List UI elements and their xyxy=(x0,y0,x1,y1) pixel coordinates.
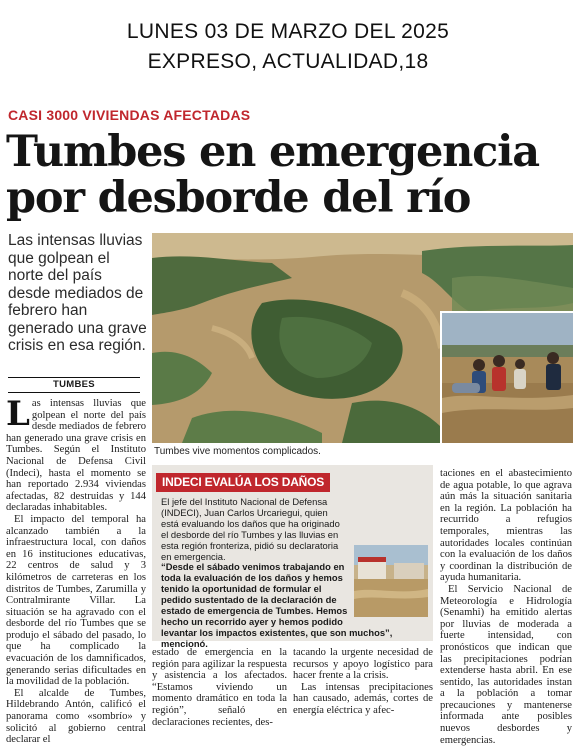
date-line: LUNES 03 DE MARZO DEL 2025 xyxy=(126,20,450,43)
headline-line-1: Tumbes en emergencia xyxy=(6,127,539,177)
body-column-4 xyxy=(440,468,572,746)
dek: Las intensas lluvias que golpean el norte del país desde mediados de febrero han generado una grave crisis en esa región. xyxy=(8,232,147,354)
headline-line-2: por desborde del río xyxy=(6,173,471,223)
dropcap: L xyxy=(6,394,30,434)
section-rule-top xyxy=(8,377,140,378)
sidebar-box-title: INDECI EVALÚA LOS DAÑOS xyxy=(156,473,330,492)
paragraph: El Servicio Nacional de Meteorología e Hidrología (Senamhi) ha emitido alertas por lluvias de moderada a fuerte intensidad, con pronósticos que indican que las precipitaciones podrían extenderse hasta abril. En ese sentido, las autoridades instan a la población a tomar precauciones y mantenerse informada ante posibles nuevos desbordes y emergencias. xyxy=(440,583,572,746)
sidebar-box-text xyxy=(161,496,428,649)
photo-caption: Tumbes vive momentos complicados. xyxy=(154,446,321,457)
paragraph: tacando la urgente necesidad de recursos y apoyo logístico para hacer frente a la crisis. xyxy=(293,647,433,682)
section-label: TUMBES xyxy=(53,379,95,390)
paragraph: taciones en el abastecimiento de agua potable, lo que agrava aún más la situación sanitaria en la región. La población ha recurrido a refugios temporales, mientras las autoridades locales continúan con la evaluación de los daños y coordinan la distribución de ayuda humanitaria. xyxy=(440,468,572,584)
paragraph: Las intensas precipitaciones han causado, además, cortes de energía eléctrica y afec- xyxy=(293,681,433,716)
paragraph: El impacto del temporal ha alcanzado también a la infraestructura local, con daños en 16 instituciones educativas, 22 centros de salud y 3 kilómetros de carreteras en los distritos de Tumbes, Zarumilla y Contralmirante Villar. La situación se ha agravado con el desborde del río Tumbes que se produjo el sábado del pasado, lo que ha complicado la evacuación de los damnificados, generando serias dificultades en la movilidad de la población. xyxy=(6,513,146,688)
sidebar-intro: El jefe del Instituto Nacional de Defensa (INDECI), Juan Carlos Urcariegui, quien está evaluando los daños que ha originado el desborde del río Tumbes y las lluvias en esta región fronteriza, pidió su declaratoria en emergencia. xyxy=(161,496,340,562)
source-line: EXPRESO, ACTUALIDAD,18 xyxy=(147,50,429,73)
sidebar-quote: “Desde el sábado venimos trabajando en toda la evaluación de los daños y hemos tenido la oportunidad de formular el pedido sustentado de la declaración de estado de emergencia de Tumbes. Hemos hecho un recorrido ayer y hemos podido levantar los impactos existentes, que son muchos”, mencionó. xyxy=(161,561,393,649)
flood-aerial-photo xyxy=(152,233,573,443)
paragraph: estado de emergencia en la región para agilizar la respuesta y asistencia a los afectados. “Estamos viviendo un momento dramático en toda la región”, señaló en declaraciones recientes, des- xyxy=(152,647,287,728)
paragraph: El alcalde de Tumbes, Hildebrando Antón, calificó el panorama como «sombrío» y solicitó al gobierno central declarar el xyxy=(6,687,146,746)
body-column-3 xyxy=(293,647,433,717)
paragraph: as intensas lluvias que golpean el norte del país desde mediados de febrero han generado una grave crisis en Tumbes. Según el Instituto Nacional de Defensa Civil (Indeci), hasta el momento se han reportado 2.934 viviendas afectadas, 82 destruidas y 144 declaradas inhabitables. xyxy=(6,398,146,514)
body-column-1 xyxy=(6,394,146,746)
body-column-2 xyxy=(152,647,287,728)
inset-flood-photo xyxy=(354,545,428,617)
kicker: CASI 3000 VIVIENDAS AFECTADAS xyxy=(8,107,251,123)
section-rule-bottom xyxy=(8,392,140,393)
